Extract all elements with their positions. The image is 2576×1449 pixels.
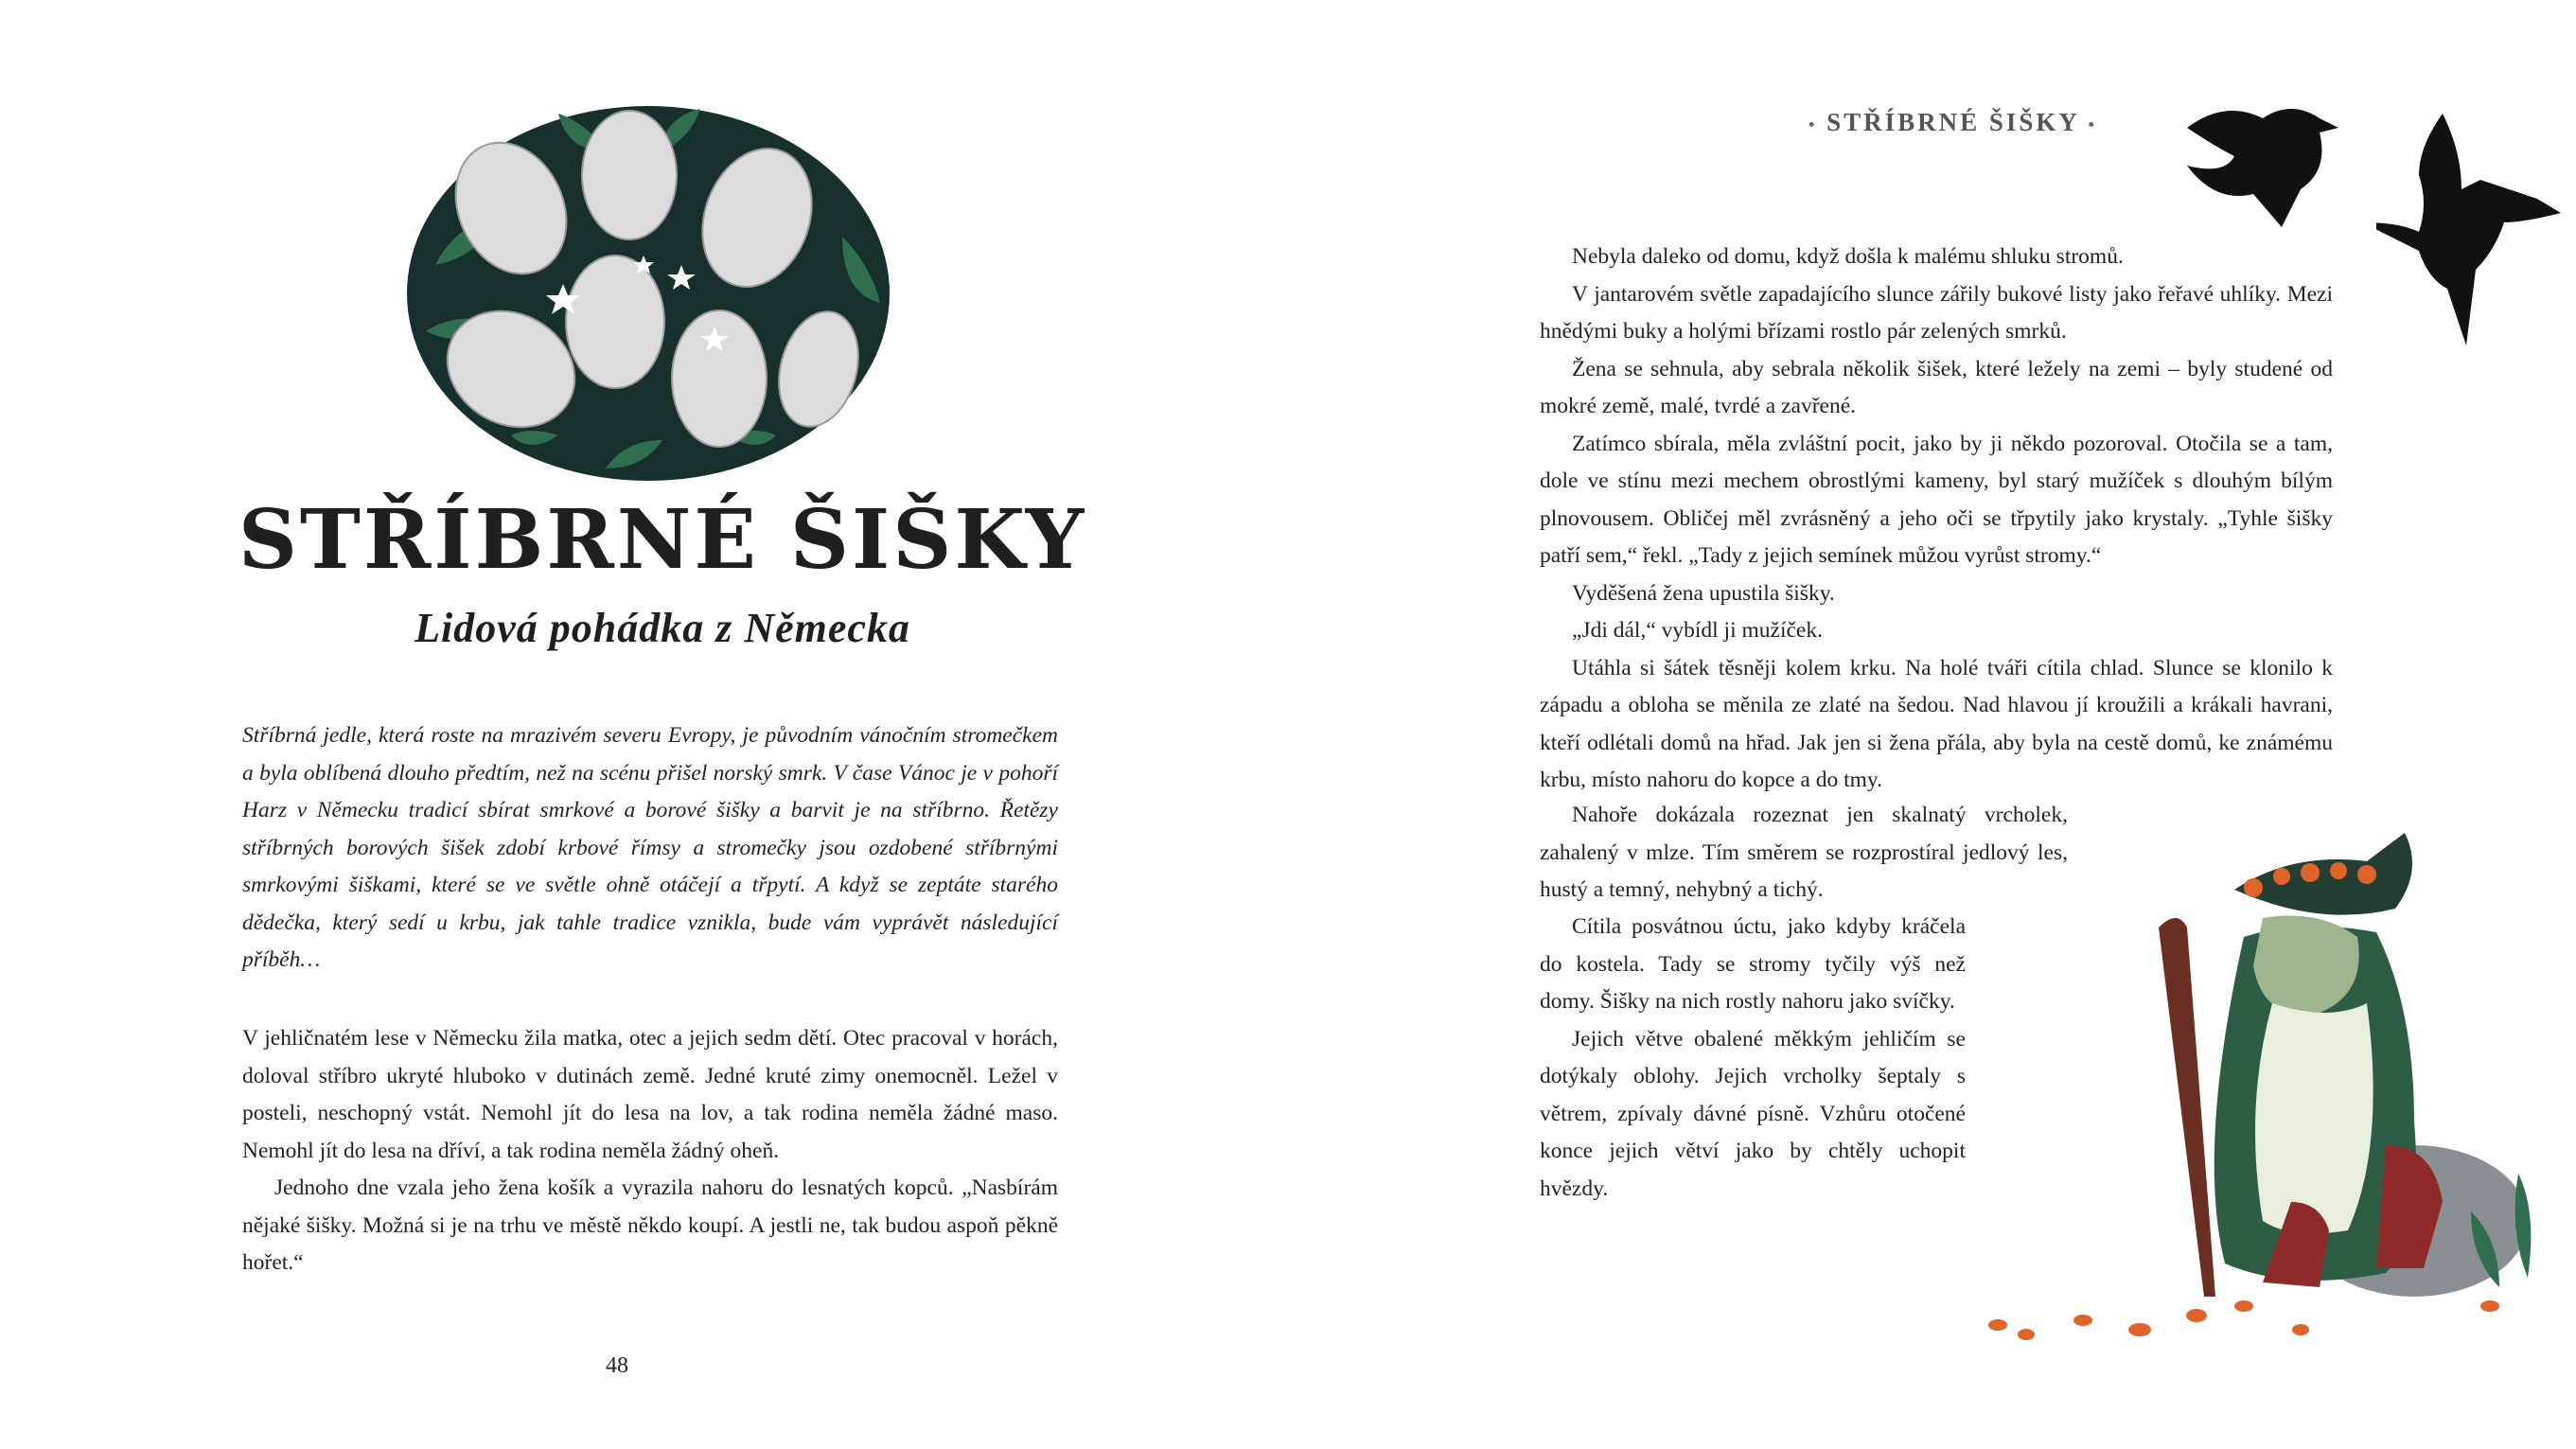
bullet-dot: • [2088, 115, 2097, 134]
raven-illustration [2168, 90, 2348, 241]
paragraph: V jantarovém světle zapadajícího slunce zářily bukové listy jako řeřavé uhlíky. Mezi hnědými buky a holými břízami rostlo pár zelených smrků. [1540, 281, 2333, 344]
paragraph: Žena se sehnula, aby sebrala několik šišek, které ležely na zemi – byly studené od mokré země, malé, tvrdé a zavřené. [1540, 356, 2333, 418]
intro-paragraph: Stříbrná jedle, která roste na mrazivém severu Evropy, je původním vánočním stromečkem a byla oblíbená dlouho předtím, než na scénu přišel norský smrk. V čase Vánoc je v pohoří Harz v Německu tradicí sbírat smrkové a borové šišky a barvit je na stříbrno. Řetězy stříbrných borových šišek zdobí krbové římsy a stromečky jsou ozdobené stříbrnými smrkovými šiškami, které se ve světle ohně otáčejí a třpytí. A když se zeptáte starého dědečka, který sedí u krbu, jak tahle tradice vznikla, bude vám vyprávět následující příběh… [242, 723, 1058, 972]
raven-illustration [2376, 104, 2566, 369]
paragraph: Jednoho dne vzala jeho žena košík a vyrazila nahoru do lesnatých kopců. „Nasbírám nějaké šišky. Možná si je na trhu ve městě někdo koupí. A jestli ne, tak budou aspoň pěkně hořet.“ [242, 1175, 1058, 1275]
paragraph: Cítila posvátnou úctu, jako kdyby kráčela do kostela. Tady se stromy tyčily výš než domy. Šišky na nich rostly nahoru jako svíčky. [1540, 914, 1966, 1014]
running-head [1808, 108, 2097, 137]
running-head-text: STŘÍBRNÉ ŠIŠKY [1826, 108, 2079, 136]
right-page [1288, 0, 2576, 1449]
paragraph: „Jdi dál,“ vybídl ji mužíček. [1572, 618, 1823, 643]
story-title: STŘÍBRNÉ ŠIŠKY [238, 492, 1087, 588]
left-body-text [242, 1020, 1058, 1282]
story-subtitle: Lidová pohádka z Německa [415, 605, 910, 651]
page-number: 48 [606, 1353, 628, 1378]
paragraph: Nebyla daleko od domu, když došla k malému shluku stromů. [1572, 244, 2124, 269]
bullet-dot: • [1808, 115, 1818, 134]
paragraph: Jejich větve obalené měkkým jehličím se dotýkaly oblohy. Jejich vrcholky šeptaly s větrem, zpívaly dávné písně. Vzhůru otočené konce jejich větví jako by chtěly uchopit hvězdy. [1540, 1026, 1966, 1201]
paragraph: Nahoře dokázala rozeznat jen skalnatý vrcholek, zahalený v mlze. Tím směrem se rozprostíral jedlový les, hustý a temný, nehybný a tichý. [1540, 803, 2068, 902]
narrow-text-block [1540, 909, 1966, 1208]
gnome-illustration [1922, 814, 2575, 1382]
paragraph: Vyděšená žena upustila šišky. [1572, 580, 1835, 606]
pinecone-emblem-illustration [397, 95, 899, 492]
right-body-text [1540, 239, 2333, 800]
paragraph: V jehličnatém lese v Německu žila matka, otec a jejich sedm dětí. Otec pracoval v horách, doloval stříbro ukryté hluboko v dutinách země. Jedné kruté zimy onemocněl. Ležel v posteli, neschopný vstát. Nemohl jít do lesa na lov, a tak rodina neměla žádné maso. Nemohl jít do lesa na dříví, a tak rodina neměla žádný oheň. [242, 1026, 1058, 1163]
paragraph: Zatímco sbírala, měla zvláštní pocit, jako by ji někdo pozoroval. Otočila se a tam, dole ve stínu mezi mechem obrostlými kameny, byl starý mužíček s dlouhým bílým plnovousem. Obličej měl zvrásněný a jeho oči se třpytily jako krystaly. „Tyhle šišky patří sem,“ řekl. „Tady z jejich semínek můžou vyrůst stromy.“ [1540, 431, 2333, 568]
paragraph: Utáhla si šátek těsněji kolem krku. Na holé tváři cítila chlad. Slunce se klonilo k západu a obloha se měnila ze zlaté na šedou. Nad hlavou jí kroužili a krákali havrani, kteří odlétali domů na hřad. Jak jen si žena přála, aby byla na cestě domů, ke známému krbu, místo nahoru do kopce a do tmy. [1540, 655, 2333, 792]
